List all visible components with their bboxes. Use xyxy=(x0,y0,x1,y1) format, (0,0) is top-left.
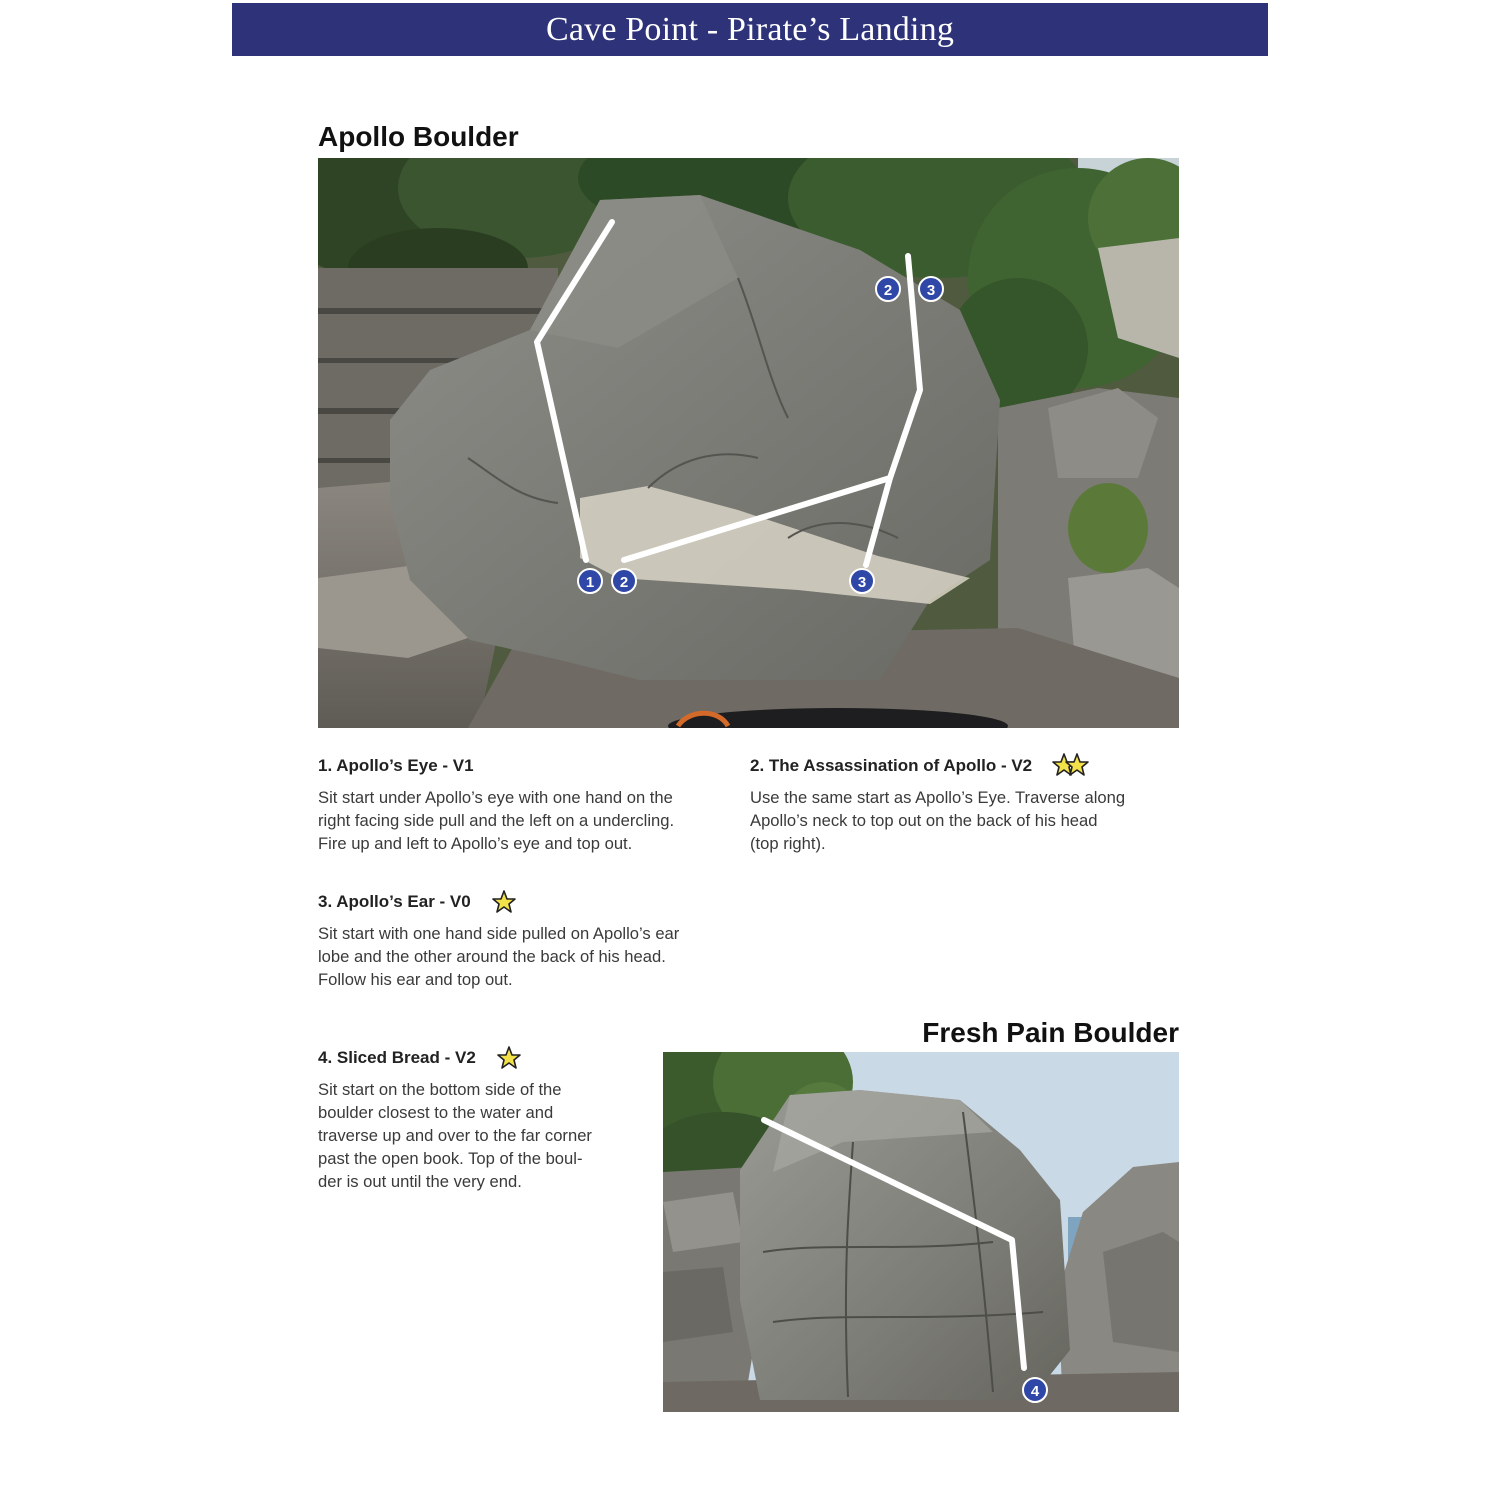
route-2-rating xyxy=(1052,752,1090,780)
route-1-line: Fire up and left to Apollo’s eye and top out. xyxy=(318,834,633,853)
double-star-icon xyxy=(1052,752,1090,780)
star-icon xyxy=(491,889,517,915)
header-bar xyxy=(232,3,1268,56)
route-2-title-text: 2. The Assassination of Apollo - V2 xyxy=(750,756,1033,775)
route-3-line: Sit start with one hand side pulled on Apollo’s ear xyxy=(318,924,680,943)
route-3-title-text: 3. Apollo’s Ear - V0 xyxy=(318,892,471,911)
fresh-pain-boulder-heading: Fresh Pain Boulder xyxy=(922,1017,1179,1048)
apollo-boulder-image xyxy=(318,158,1179,728)
route-2-line: Use the same start as Apollo’s Eye. Traverse along xyxy=(750,788,1126,807)
route-3-line: lobe and the other around the back of his head. xyxy=(318,947,666,966)
route-4-rating xyxy=(496,1045,522,1071)
route-4-title xyxy=(318,1046,592,1070)
route-3-line: Follow his ear and top out. xyxy=(318,970,513,989)
star-icon xyxy=(496,1045,522,1071)
route-4-line: traverse up and over to the far corner xyxy=(318,1126,592,1145)
route-marker-2-top xyxy=(876,277,900,301)
route-marker-2-start xyxy=(612,569,636,593)
route-1-title-text: 1. Apollo’s Eye - V1 xyxy=(318,756,474,775)
route-4-line: der is out until the very end. xyxy=(318,1172,522,1191)
svg-text:1: 1 xyxy=(585,574,595,591)
route-1-title xyxy=(318,754,674,778)
route-1-line: right facing side pull and the left on a undercling. xyxy=(318,811,675,830)
route-marker-1 xyxy=(578,569,602,593)
route-4-line: boulder closest to the water and xyxy=(318,1103,554,1122)
route-marker-4 xyxy=(1023,1378,1047,1402)
svg-text:2: 2 xyxy=(619,574,629,591)
svg-text:3: 3 xyxy=(926,282,936,299)
route-3 xyxy=(318,890,679,991)
route-2-line: Apollo’s neck to top out on the back of his head xyxy=(750,811,1098,830)
route-4-title-text: 4. Sliced Bread - V2 xyxy=(318,1048,476,1067)
route-2-line: (top right). xyxy=(750,834,826,853)
route-4-line: Sit start on the bottom side of the xyxy=(318,1080,562,1099)
route-1 xyxy=(318,754,674,855)
route-3-description xyxy=(318,922,679,991)
fresh-pain-boulder-image xyxy=(663,1052,1179,1412)
route-2 xyxy=(750,754,1125,855)
route-4-line: past the open book. Top of the boul- xyxy=(318,1149,583,1168)
page-title: Cave Point - Pirate’s Landing xyxy=(545,10,955,48)
svg-text:3: 3 xyxy=(857,574,867,591)
svg-text:4: 4 xyxy=(1030,1383,1040,1400)
apollo-boulder-heading: Apollo Boulder xyxy=(318,121,519,152)
route-3-rating xyxy=(491,889,517,915)
svg-text:2: 2 xyxy=(883,282,893,299)
fresh-pain-boulder-photo xyxy=(663,1052,1179,1412)
route-4-description xyxy=(318,1078,592,1193)
apollo-boulder-photo xyxy=(318,158,1179,728)
route-1-line: Sit start under Apollo’s eye with one hand on the xyxy=(318,788,673,807)
route-4 xyxy=(318,1046,592,1193)
route-3-title xyxy=(318,890,679,914)
route-2-title xyxy=(750,754,1125,778)
route-2-description xyxy=(750,786,1125,855)
route-1-description xyxy=(318,786,674,855)
route-marker-3-start xyxy=(850,569,874,593)
route-marker-3-top xyxy=(919,277,943,301)
